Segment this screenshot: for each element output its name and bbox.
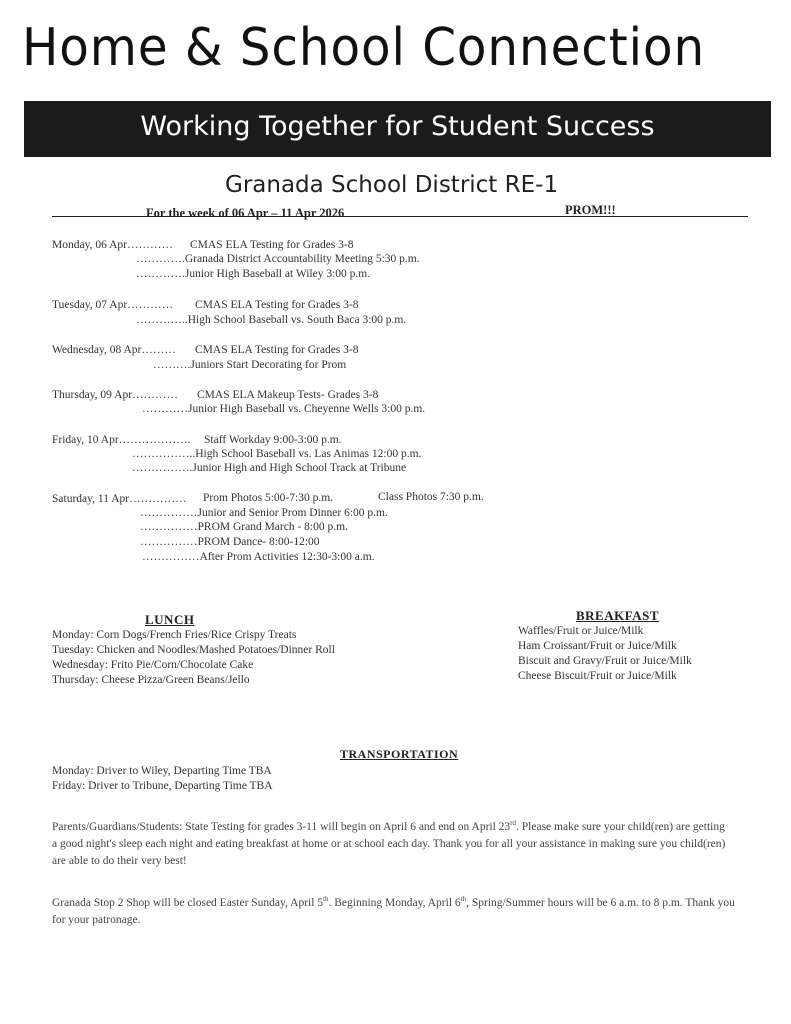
page-title: Home & School Connection <box>22 18 706 78</box>
shop-notice-text-2: . Beginning Monday, April 6 <box>328 897 461 909</box>
saturday-event-5: ……………After Prom Activities 12:30-3:00 a.m. <box>142 551 375 563</box>
prom-note: PROM!!! <box>565 203 616 217</box>
breakfast-item: Cheese Biscuit/Fruit or Juice/Milk <box>518 670 677 682</box>
breakfast-item: Waffles/Fruit or Juice/Milk <box>518 625 644 637</box>
wednesday-event-1: CMAS ELA Testing for Grades 3-8 <box>195 344 359 356</box>
friday-event-1: Staff Workday 9:00-3:00 p.m. <box>204 434 342 446</box>
saturday-event-3: ……………PROM Grand March - 8:00 p.m. <box>140 521 348 533</box>
monday-event-2: ………….Granada District Accountability Meeting 5:30 p.m. <box>136 253 420 265</box>
tuesday-event-1: CMAS ELA Testing for Grades 3-8 <box>195 299 359 311</box>
monday-event-1: CMAS ELA Testing for Grades 3-8 <box>190 239 354 251</box>
saturday-day: Saturday, 11 Apr…………… <box>52 493 187 505</box>
wednesday-event-2: ……….Juniors Start Decorating for Prom <box>153 359 347 371</box>
shop-notice-sup-1: th <box>323 895 329 904</box>
banner-text: Working Together for Student Success <box>140 111 655 142</box>
shop-notice-text-3: , Spring/Summer hours will be 6 a.m. to 8 p.m. Thank you for your patronage. <box>52 897 735 926</box>
thursday-day: Thursday, 09 Apr………… <box>52 389 179 401</box>
friday-event-3: …………….Junior High and High School Track at Tribune <box>132 462 407 474</box>
saturday-event-4: ……………PROM Dance- 8:00-12:00 <box>140 536 320 548</box>
shop-notice-sup-2: th <box>460 895 467 904</box>
transportation-item: Friday: Driver to Tribune, Departing Time TBA <box>52 780 273 792</box>
friday-day: Friday, 10 Apr………………. <box>52 434 191 446</box>
tuesday-day: Tuesday, 07 Apr………… <box>52 299 174 311</box>
tuesday-event-2: …………..High School Baseball vs. South Baca 3:00 p.m. <box>136 314 407 326</box>
lunch-item: Monday: Corn Dogs/French Fries/Rice Crispy Treats <box>52 629 297 641</box>
testing-notice-text-2: . Please make sure your child(ren) are getting a good night's sleep each night and eating breakfast at home or at school each day. Thank you for all your assistance in making sure you child(ren) are able to do their very best! <box>52 821 726 867</box>
breakfast-item: Biscuit and Gravy/Fruit or Juice/Milk <box>518 655 692 667</box>
lunch-item: Tuesday: Chicken and Noodles/Mashed Potatoes/Dinner Roll <box>52 644 335 656</box>
transportation-item: Monday: Driver to Wiley, Departing Time TBA <box>52 765 272 777</box>
saturday-event-2: ……………Junior and Senior Prom Dinner 6:00 p.m. <box>140 507 388 519</box>
thursday-event-2: …………Junior High Baseball vs. Cheyenne Wells 3:00 p.m. <box>142 403 426 415</box>
week-range: For the week of 06 Apr – 11 Apr 2026 <box>146 206 345 220</box>
testing-notice <box>52 819 732 870</box>
saturday-event-1b: Class Photos 7:30 p.m. <box>378 491 484 503</box>
testing-notice-text-1: Parents/Guardians/Students: State Testing for grades 3-11 will begin on April 6 and end on April 23 <box>52 821 511 833</box>
thursday-event-1: CMAS ELA Makeup Tests- Grades 3-8 <box>197 389 379 401</box>
banner <box>24 101 771 157</box>
monday-day: Monday, 06 Apr………… <box>52 239 173 251</box>
breakfast-item: Ham Croissant/Fruit or Juice/Milk <box>518 640 677 652</box>
district-name: Granada School District RE-1 <box>225 172 559 198</box>
breakfast-heading: BREAKFAST <box>576 608 659 623</box>
wednesday-day: Wednesday, 08 Apr……… <box>52 344 176 356</box>
monday-event-3: ………….Junior High Baseball at Wiley 3:00 p.m. <box>136 268 371 280</box>
shop-notice <box>52 895 747 929</box>
lunch-item: Wednesday: Frito Pie/Corn/Chocolate Cake <box>52 659 254 671</box>
shop-notice-text-1: Granada Stop 2 Shop will be closed Easter Sunday, April 5 <box>52 897 324 909</box>
transportation-heading: TRANSPORTATION <box>340 747 459 761</box>
saturday-event-1: Prom Photos 5:00-7:30 p.m. <box>203 492 334 504</box>
friday-event-2: ……………..High School Baseball vs. Las Animas 12:00 p.m. <box>132 448 422 460</box>
testing-notice-sup: rd <box>510 819 517 828</box>
lunch-item: Thursday: Cheese Pizza/Green Beans/Jello <box>52 674 250 686</box>
lunch-heading: LUNCH <box>145 612 195 627</box>
